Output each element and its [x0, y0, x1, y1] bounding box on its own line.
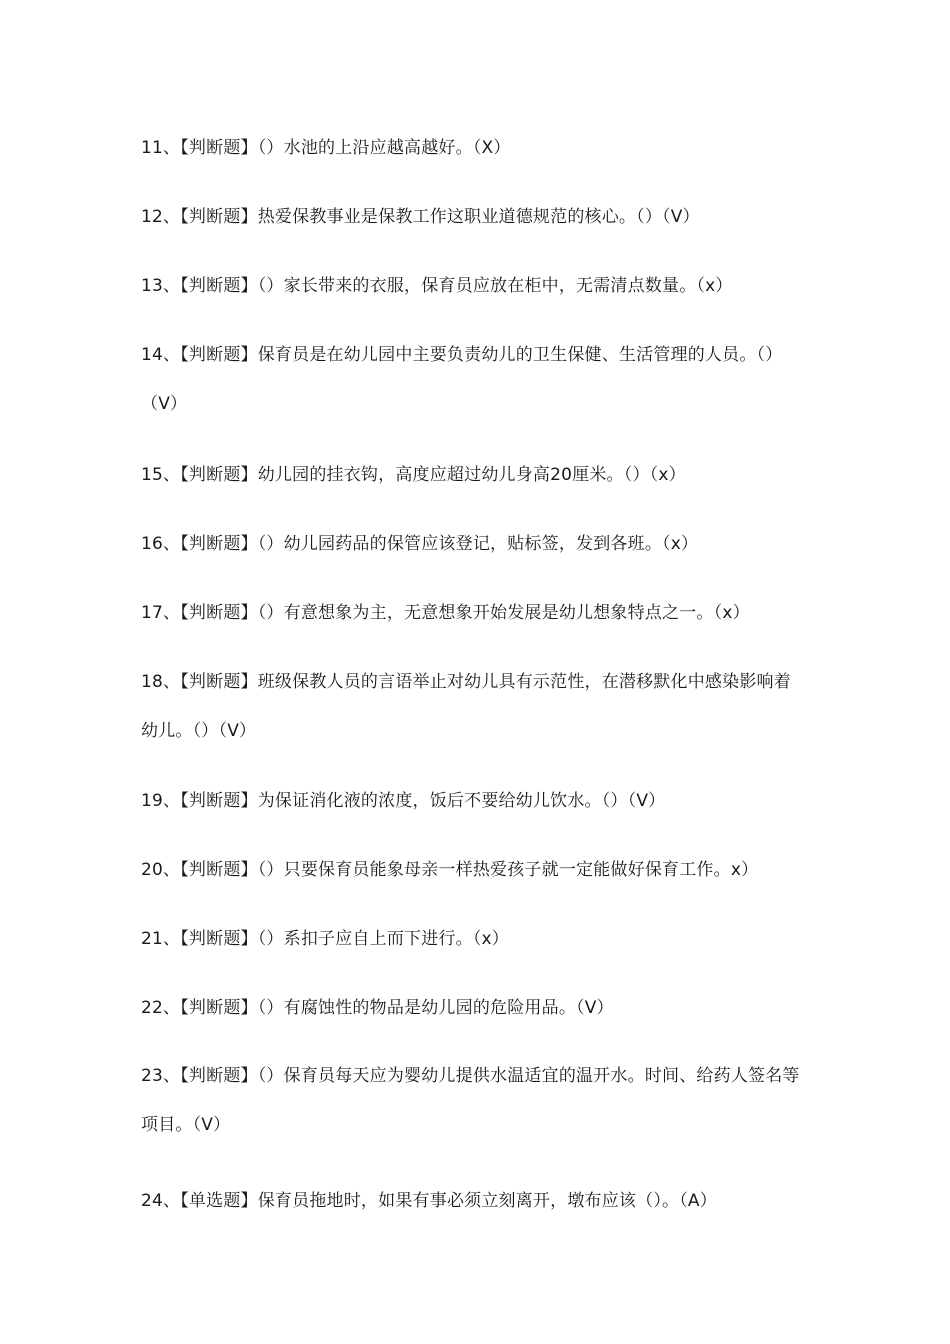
question-21: 21、【判断题】（）系扣子应自上而下进行。（x）: [141, 929, 509, 949]
question-20: 20、【判断题】（）只要保育员能象母亲一样热爱孩子就一定能做好保育工作。x）: [141, 860, 759, 880]
question-19: 19、【判断题】为保证消化液的浓度，饭后不要给幼儿饮水。（）（V）: [141, 791, 666, 811]
question-14: 14、【判断题】保育员是在幼儿园中主要负责幼儿的卫生保健、生活管理的人员。（）（V）: [141, 345, 783, 414]
question-24: 24、【单选题】保育员拖地时，如果有事必须立刻离开，墩布应该（）。（A）: [141, 1191, 717, 1211]
question-12: 12、【判断题】热爱保教事业是保教工作这职业道德规范的核心。（）（V）: [141, 207, 700, 227]
question-16: 16、【判断题】（）幼儿园药品的保管应该登记，贴标签，发到各班。（x）: [141, 534, 699, 554]
question-15: 15、【判断题】幼儿园的挂衣钩，高度应超过幼儿身高20厘米。（）（x）: [141, 465, 686, 485]
question-18: 18、【判断题】班级保教人员的言语举止对幼儿具有示范性，在潜移默化中感染影响着幼儿。（）（V）: [141, 672, 791, 741]
question-11: 11、【判断题】（）水池的上沿应越高越好。（X）: [141, 138, 511, 158]
question-13: 13、【判断题】（）家长带来的衣服，保育员应放在柜中，无需清点数量。（x）: [141, 276, 733, 296]
question-22: 22、【判断题】（）有腐蚀性的物品是幼儿园的危险用品。（V）: [141, 998, 614, 1018]
question-17: 17、【判断题】（）有意想象为主，无意想象开始发展是幼儿想象特点之一。（x）: [141, 603, 750, 623]
question-23: 23、【判断题】（）保育员每天应为婴幼儿提供水温适宜的温开水。时间、给药人签名等项目。（V）: [141, 1066, 800, 1135]
